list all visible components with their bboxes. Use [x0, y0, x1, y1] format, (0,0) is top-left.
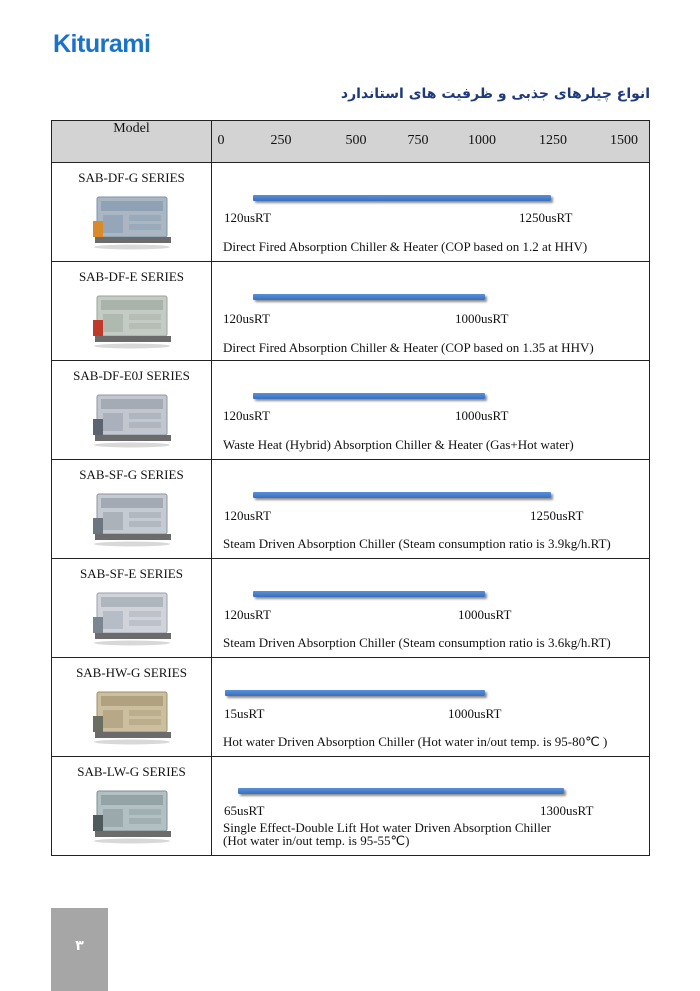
table-row	[52, 460, 650, 559]
capacity-range-cell	[212, 262, 650, 361]
model-cell	[52, 658, 212, 757]
model-column-header: Model	[52, 121, 212, 163]
capacity-range-cell	[212, 658, 650, 757]
model-cell	[52, 559, 212, 658]
scale-tick: 0	[217, 133, 225, 148]
max-capacity-label: 1300usRT	[540, 803, 594, 818]
page-number-tab	[51, 908, 108, 991]
capacity-range-bar	[253, 294, 485, 300]
series-name: SAB-SF-G SERIES	[79, 467, 184, 482]
page-heading: انواع چیلرهای جذبی و ظرفیت های استاندارد	[340, 86, 650, 102]
scale-tick: 1000	[468, 133, 496, 148]
max-capacity-label: 1250usRT	[519, 210, 573, 225]
scale-tick: 1500	[610, 133, 638, 148]
table-row	[52, 658, 650, 757]
series-name: SAB-SF-E SERIES	[80, 566, 183, 581]
chiller-unit-image	[89, 785, 175, 845]
chiller-unit-image	[89, 191, 175, 251]
capacity-range-cell	[212, 559, 650, 658]
chiller-description: Single Effect-Double Lift Hot water Driven Absorption Chiller	[223, 820, 551, 835]
min-capacity-label: 120usRT	[224, 210, 271, 225]
capacity-range-cell	[212, 163, 650, 262]
scale-tick: 1250	[539, 133, 567, 148]
capacity-scale	[212, 121, 649, 162]
chiller-unit-image	[89, 290, 175, 350]
table-row	[52, 559, 650, 658]
chiller-capacity-table	[51, 120, 650, 856]
capacity-range-bar	[253, 492, 551, 498]
table-row	[52, 361, 650, 460]
min-capacity-label: 120usRT	[224, 607, 271, 622]
chiller-unit-image	[89, 587, 175, 647]
chiller-unit-image	[89, 488, 175, 548]
series-name: SAB-DF-G SERIES	[78, 170, 185, 185]
series-name: SAB-DF-E SERIES	[78, 269, 185, 284]
min-capacity-label: 120usRT	[224, 508, 271, 523]
model-cell	[52, 460, 212, 559]
chiller-description: Direct Fired Absorption Chiller & Heater (COP based on 1.35 at HHV)	[223, 340, 594, 355]
capacity-range-bar	[238, 788, 564, 794]
min-capacity-label: 15usRT	[224, 706, 265, 721]
chiller-description: Steam Driven Absorption Chiller (Steam consumption ratio is 3.6kg/h.RT)	[223, 635, 611, 650]
series-name: SAB-HW-G SERIES	[76, 665, 187, 680]
scale-tick: 750	[407, 133, 429, 148]
series-name: SAB-DF-E0J SERIES	[73, 368, 190, 383]
min-capacity-label: 65usRT	[224, 803, 265, 818]
chiller-description: Hot water Driven Absorption Chiller (Hot water in/out temp. is 95-80℃ )	[223, 734, 608, 749]
chiller-unit-image	[89, 686, 175, 746]
max-capacity-label: 1000usRT	[458, 607, 512, 622]
kiturami-logo: Kiturami	[53, 30, 151, 58]
series-name: SAB-LW-G SERIES	[77, 764, 186, 779]
scale-tick: 500	[345, 133, 367, 148]
capacity-range-cell	[212, 460, 650, 559]
max-capacity-label: 1250usRT	[530, 508, 584, 523]
capacity-scale-header	[212, 121, 650, 163]
table-row	[52, 757, 650, 856]
page-number: ٣	[75, 938, 84, 954]
capacity-range-bar	[253, 591, 485, 597]
chiller-unit-image	[89, 389, 175, 449]
capacity-range-cell	[212, 361, 650, 460]
table-header-row	[52, 121, 650, 163]
chiller-description: Steam Driven Absorption Chiller (Steam consumption ratio is 3.9kg/h.RT)	[223, 536, 611, 551]
table-row	[52, 262, 650, 361]
chiller-description: (Hot water in/out temp. is 95-55℃)	[223, 833, 410, 848]
min-capacity-label: 120usRT	[223, 311, 270, 326]
capacity-range-cell	[212, 757, 650, 856]
min-capacity-label: 120usRT	[223, 408, 270, 423]
model-cell	[52, 163, 212, 262]
model-cell	[52, 262, 212, 361]
chiller-description: Direct Fired Absorption Chiller & Heater (COP based on 1.2 at HHV)	[223, 239, 588, 254]
capacity-range-bar	[253, 195, 551, 201]
capacity-range-bar	[253, 393, 485, 399]
model-cell	[52, 361, 212, 460]
scale-tick: 250	[270, 133, 292, 148]
model-cell	[52, 757, 212, 856]
max-capacity-label: 1000usRT	[448, 706, 502, 721]
table-row	[52, 163, 650, 262]
max-capacity-label: 1000usRT	[455, 408, 509, 423]
chiller-description: Waste Heat (Hybrid) Absorption Chiller & Heater (Gas+Hot water)	[223, 437, 574, 452]
max-capacity-label: 1000usRT	[455, 311, 509, 326]
capacity-range-bar	[225, 690, 485, 696]
